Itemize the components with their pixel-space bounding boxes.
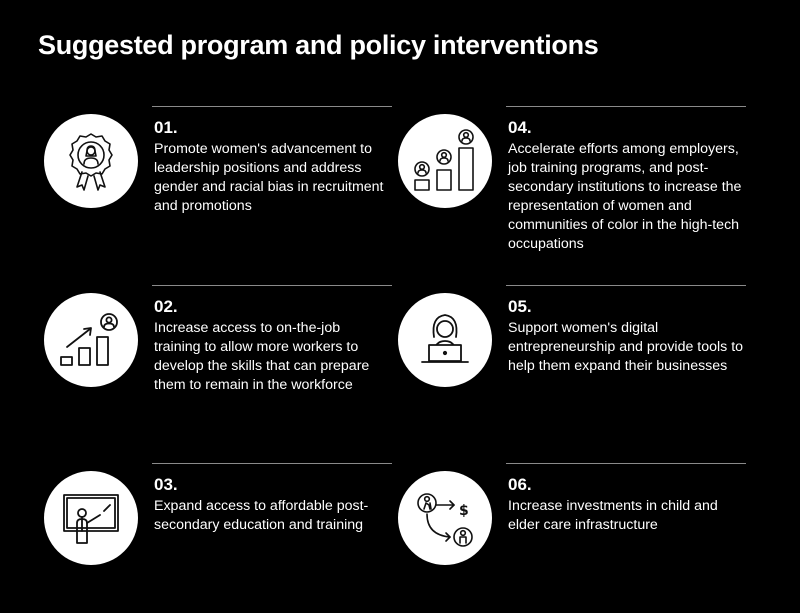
intervention-item-02 [44, 285, 389, 435]
item-number: 05. [508, 297, 532, 316]
divider-rule [152, 106, 392, 107]
item-number: 06. [508, 475, 532, 494]
divider-rule [506, 106, 746, 107]
intervention-item-01 [44, 106, 389, 256]
item-description: Accelerate efforts among employers, job training programs, and post-secondary institutions to increase the representation of women and communities of color in the high-tech occupations [508, 141, 742, 252]
growth-chart-icon [44, 293, 138, 387]
item-description: Increase access to on-the-job training to allow more workers to develop the skills that can prepare them to remain in the workforce [154, 320, 370, 393]
award-ribbon-icon [44, 114, 138, 208]
people-bar-chart-icon [398, 114, 492, 208]
intervention-item-04 [398, 106, 743, 256]
item-description: Increase investments in child and elder care infrastructure [508, 498, 718, 533]
svg-text:$: $ [459, 503, 469, 519]
intervention-item-06 [398, 463, 743, 613]
intervention-item-03 [44, 463, 389, 613]
teacher-board-icon [44, 471, 138, 565]
item-description: Promote women's advancement to leadership positions and address gender and racial bias in recruitment and promotions [154, 141, 384, 214]
woman-laptop-icon [398, 293, 492, 387]
intervention-item-05 [398, 285, 743, 435]
item-description: Expand access to affordable post- secondary education and training [154, 498, 369, 533]
care-investment-icon [398, 471, 492, 565]
item-number: 04. [508, 118, 532, 137]
divider-rule [506, 285, 746, 286]
divider-rule [152, 463, 392, 464]
item-description: Support women's digital entrepreneurship and provide tools to help them expand their businesses [508, 320, 744, 374]
item-number: 01. [154, 118, 178, 137]
divider-rule [152, 285, 392, 286]
item-number: 03. [154, 475, 178, 494]
page-title: Suggested program and policy interventions [38, 30, 599, 60]
item-number: 02. [154, 297, 178, 316]
divider-rule [506, 463, 746, 464]
